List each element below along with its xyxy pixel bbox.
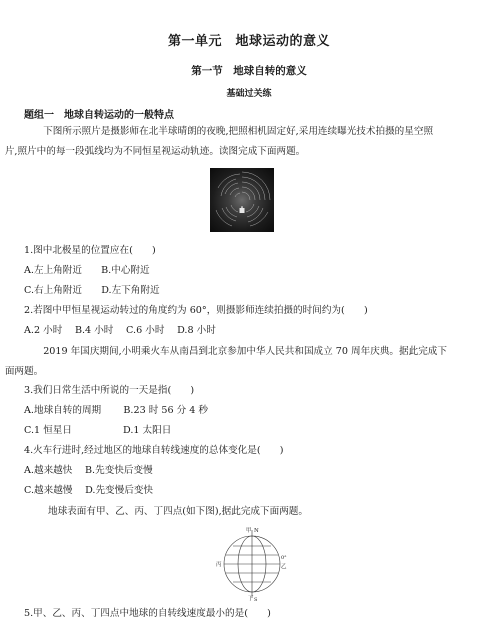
group1-intro-line2: 片,照片中的每一段弧线均为不同恒星视运动轨迹。读图完成下面两题。 xyxy=(4,146,306,157)
group3-intro: 地球表面有甲、乙、丙、丁四点(如下图),据此完成下面两题。 xyxy=(48,506,308,517)
q2-options: A.2 小时 B.4 小时 C.6 小时 D.8 小时 xyxy=(24,325,216,336)
star-trail-arcs xyxy=(210,168,274,232)
group2-intro-line2: 面两题。 xyxy=(4,366,44,377)
q4-options-row2: C.越来越慢 D.先变慢后变快 xyxy=(24,485,154,496)
q1-options-row1: A.左上角附近 B.中心附近 xyxy=(24,265,150,276)
unit-title: 第一单元 地球运动的意义 xyxy=(167,34,330,49)
photo-bright-spot xyxy=(240,208,245,213)
group2-intro-line1: 2019 年国庆期间,小明乘火车从南昌到北京参加中华人民共和国成立 70 周年庆典。据此完成下 xyxy=(43,346,447,357)
label-jia: 甲 xyxy=(246,528,252,534)
q1-options-row2: C.右上角附近 D.左下角附近 xyxy=(24,285,160,296)
q1-stem: 1.图中北极星的位置应在( ) xyxy=(24,245,156,256)
globe-svg xyxy=(213,524,291,602)
label-south: S xyxy=(254,597,258,602)
group2-intro xyxy=(4,342,476,382)
q5-stem: 5.甲、乙、丙、丁四点中地球的自转线速度最小的是( ) xyxy=(24,608,271,619)
label-ding: 丁 xyxy=(248,596,254,602)
group-title: 题组一 地球自转运动的一般特点 xyxy=(24,110,174,121)
drill-title: 基础过关练 xyxy=(226,89,272,99)
q4-stem: 4.火车行进时,经过地区的地球自转线速度的总体变化是( ) xyxy=(24,445,284,456)
q3-options-row1: A.地球自转的周期 B.23 时 56 分 4 秒 xyxy=(24,405,209,416)
group1-intro xyxy=(4,122,476,162)
q3-stem: 3.我们日常生活中所说的一天是指( ) xyxy=(24,385,195,396)
q3-options-row2: C.1 恒星日 D.1 太阳日 xyxy=(24,425,172,436)
q4-options-row1: A.越来越快 B.先变快后变慢 xyxy=(24,465,153,476)
section-title: 第一节 地球自转的意义 xyxy=(191,65,307,77)
label-bing: 丙 xyxy=(216,562,222,568)
globe-diagram xyxy=(213,524,291,602)
label-equator-deg: 0° xyxy=(281,555,287,561)
label-yi: 乙 xyxy=(281,564,287,570)
q2-stem: 2.若图中甲恒星视运动转过的角度约为 60°，则摄影师连续拍摄的时间约为( ) xyxy=(24,305,368,316)
group1-intro-line1: 下图所示照片是摄影师在北半球晴朗的夜晚,把照相机固定好,采用连续曝光技术拍摄的星空照 xyxy=(43,126,434,137)
star-trail-photo xyxy=(210,168,274,232)
label-north: N xyxy=(254,528,259,534)
